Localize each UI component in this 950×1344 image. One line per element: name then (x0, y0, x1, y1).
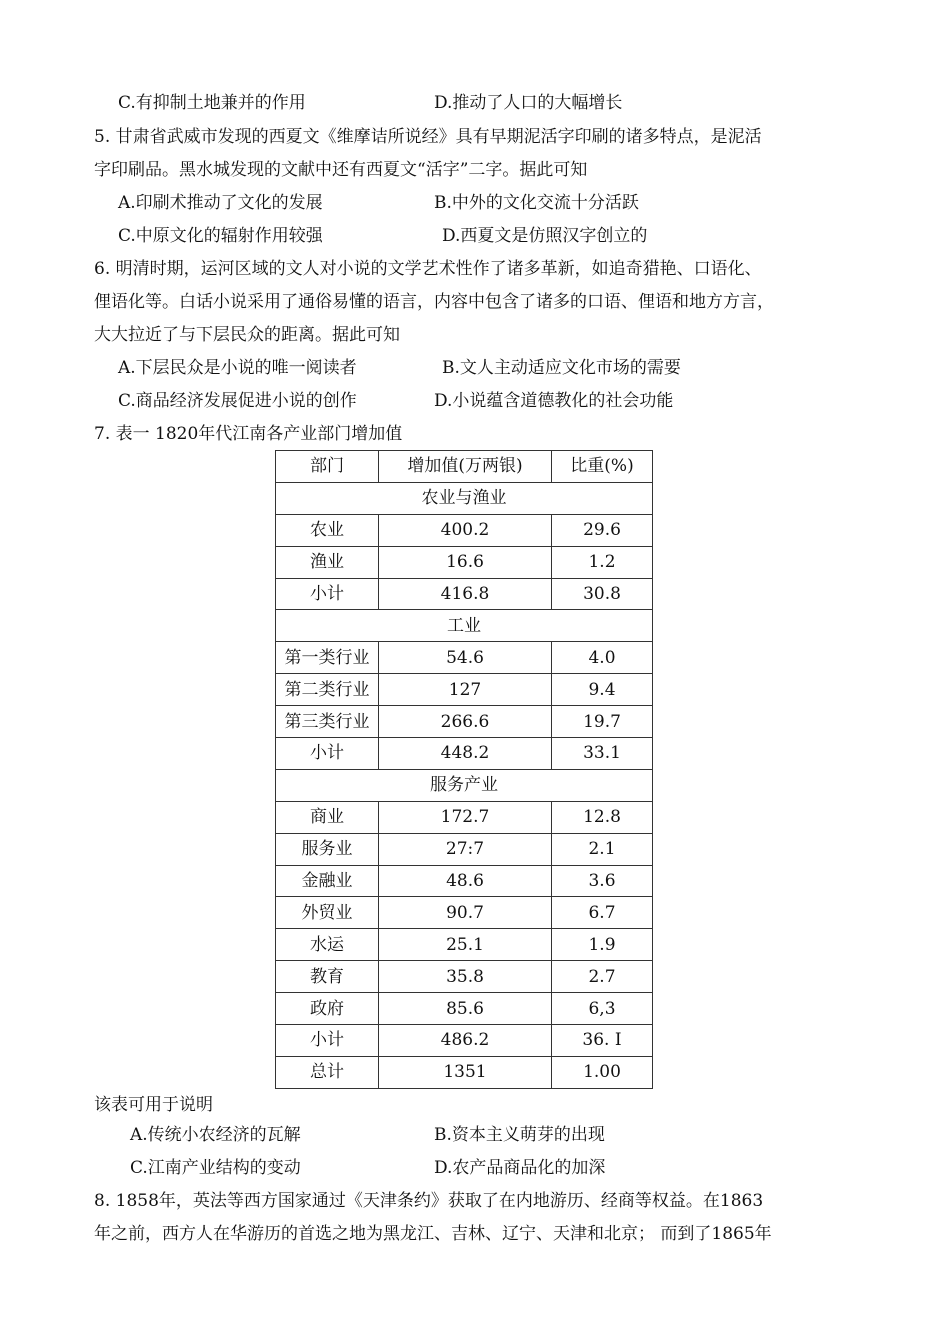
table-row (276, 546, 653, 578)
cell-value: 35.8 (379, 961, 552, 993)
cell-share: 36. I (552, 1025, 653, 1057)
q5-option-d: D.西夏文是仿照汉字创立的 (442, 226, 648, 246)
cell-share: 12.8 (552, 801, 653, 833)
table-row (276, 801, 653, 833)
cell-share: 33.1 (552, 738, 653, 770)
cell-share: 2.1 (552, 833, 653, 865)
cell-value: 54.6 (379, 642, 552, 674)
q8-stem-line1: 8. 1858年，英法等西方国家通过《天津条约》获取了在内地游历、经商等权益。在1863 (94, 1191, 764, 1211)
cell-share: 29.6 (552, 514, 653, 546)
table-row (276, 578, 653, 610)
table-row (276, 961, 653, 993)
cell-value: 127 (379, 674, 552, 706)
cell-sector: 政府 (276, 993, 379, 1025)
table-row (276, 1025, 653, 1057)
cell-value: 172.7 (379, 801, 552, 833)
cell-sector: 服务业 (276, 833, 379, 865)
table-row (276, 897, 653, 929)
cell-sector: 外贸业 (276, 897, 379, 929)
q7-option-a: A.传统小农经济的瓦解 (130, 1125, 301, 1145)
q5-option-b: B.中外的文化交流十分活跃 (434, 193, 639, 213)
q4-option-d: D.推动了人口的大幅增长 (434, 93, 623, 113)
q5-option-c: C.中原文化的辐射作用较强 (118, 226, 323, 246)
table-section-row (276, 482, 653, 514)
industry-value-table (275, 450, 653, 1089)
q7-option-d: D.农产品商品化的加深 (434, 1158, 606, 1178)
q7-option-c: C.江南产业结构的变动 (130, 1158, 301, 1178)
cell-sector: 第二类行业 (276, 674, 379, 706)
table-header-row (276, 451, 653, 483)
cell-share: 9.4 (552, 674, 653, 706)
table-row (276, 929, 653, 961)
cell-share: 19.7 (552, 706, 653, 738)
cell-value: 416.8 (379, 578, 552, 610)
table-row (276, 674, 653, 706)
cell-value: 448.2 (379, 738, 552, 770)
cell-value: 1351 (379, 1056, 552, 1088)
cell-sector: 小计 (276, 738, 379, 770)
cell-share: 2.7 (552, 961, 653, 993)
cell-sector: 总计 (276, 1056, 379, 1088)
cell-value: 266.6 (379, 706, 552, 738)
cell-sector: 水运 (276, 929, 379, 961)
table-row (276, 706, 653, 738)
q7-followup: 该表可用于说明 (94, 1095, 213, 1115)
cell-share: 30.8 (552, 578, 653, 610)
q5-option-a: A.印刷术推动了文化的发展 (118, 193, 323, 213)
cell-share: 1.00 (552, 1056, 653, 1088)
header-share: 比重(%) (552, 451, 653, 483)
section-industry: 工业 (276, 610, 653, 642)
header-value-added: 增加值(万两银) (379, 451, 552, 483)
table-row (276, 738, 653, 770)
q7-stem: 7. 表一 1820年代江南各产业部门增加值 (94, 424, 403, 444)
cell-value: 16.6 (379, 546, 552, 578)
q6-option-d: D.小说蕴含道德教化的社会功能 (434, 391, 674, 411)
cell-sector: 第三类行业 (276, 706, 379, 738)
cell-value: 85.6 (379, 993, 552, 1025)
cell-value: 400.2 (379, 514, 552, 546)
cell-sector: 小计 (276, 578, 379, 610)
cell-sector: 农业 (276, 514, 379, 546)
table-section-row (276, 610, 653, 642)
q8-stem-line2: 年之前，西方人在华游历的首选之地为黑龙江、吉林、辽宁、天津和北京； 而到了1865年 (94, 1224, 772, 1244)
q6-stem-line1: 6. 明清时期，运河区域的文人对小说的文学艺术性作了诸多革新，如追奇猎艳、口语化、 (94, 259, 762, 279)
cell-sector: 教育 (276, 961, 379, 993)
q7-option-b: B.资本主义萌芽的出现 (434, 1125, 605, 1145)
cell-share: 4.0 (552, 642, 653, 674)
section-agriculture-fishery: 农业与渔业 (276, 482, 653, 514)
cell-sector: 商业 (276, 801, 379, 833)
q6-option-b: B.文人主动适应文化市场的需要 (442, 358, 681, 378)
cell-share: 6,3 (552, 993, 653, 1025)
q5-stem-line1: 5. 甘肃省武威市发现的西夏文《维摩诘所说经》具有早期泥活字印刷的诸多特点，是泥活 (94, 127, 762, 147)
cell-sector: 金融业 (276, 865, 379, 897)
q6-stem-line2: 俚语化等。白话小说采用了通俗易懂的语言，内容中包含了诸多的口语、俚语和地方方言， (94, 292, 774, 312)
table-row (276, 642, 653, 674)
table-row (276, 865, 653, 897)
cell-sector: 渔业 (276, 546, 379, 578)
cell-value: 48.6 (379, 865, 552, 897)
table-section-row (276, 769, 653, 801)
cell-value: 25.1 (379, 929, 552, 961)
table-row (276, 514, 653, 546)
cell-sector: 小计 (276, 1025, 379, 1057)
q5-stem-line2: 字印刷品。黑水城发现的文献中还有西夏文“活字”二字。据此可知 (94, 160, 588, 180)
table-row (276, 993, 653, 1025)
cell-share: 1.2 (552, 546, 653, 578)
cell-value: 90.7 (379, 897, 552, 929)
cell-value: 486.2 (379, 1025, 552, 1057)
cell-sector: 第一类行业 (276, 642, 379, 674)
table-row (276, 1056, 653, 1088)
q6-option-c: C.商品经济发展促进小说的创作 (118, 391, 357, 411)
q6-stem-line3: 大大拉近了与下层民众的距离。据此可知 (94, 325, 400, 345)
header-sector: 部门 (276, 451, 379, 483)
cell-value: 27:7 (379, 833, 552, 865)
q6-option-a: A.下层民众是小说的唯一阅读者 (118, 358, 357, 378)
cell-share: 3.6 (552, 865, 653, 897)
cell-share: 1.9 (552, 929, 653, 961)
q4-option-c: C.有抑制土地兼并的作用 (118, 93, 306, 113)
table-row (276, 833, 653, 865)
section-services: 服务产业 (276, 769, 653, 801)
cell-share: 6.7 (552, 897, 653, 929)
